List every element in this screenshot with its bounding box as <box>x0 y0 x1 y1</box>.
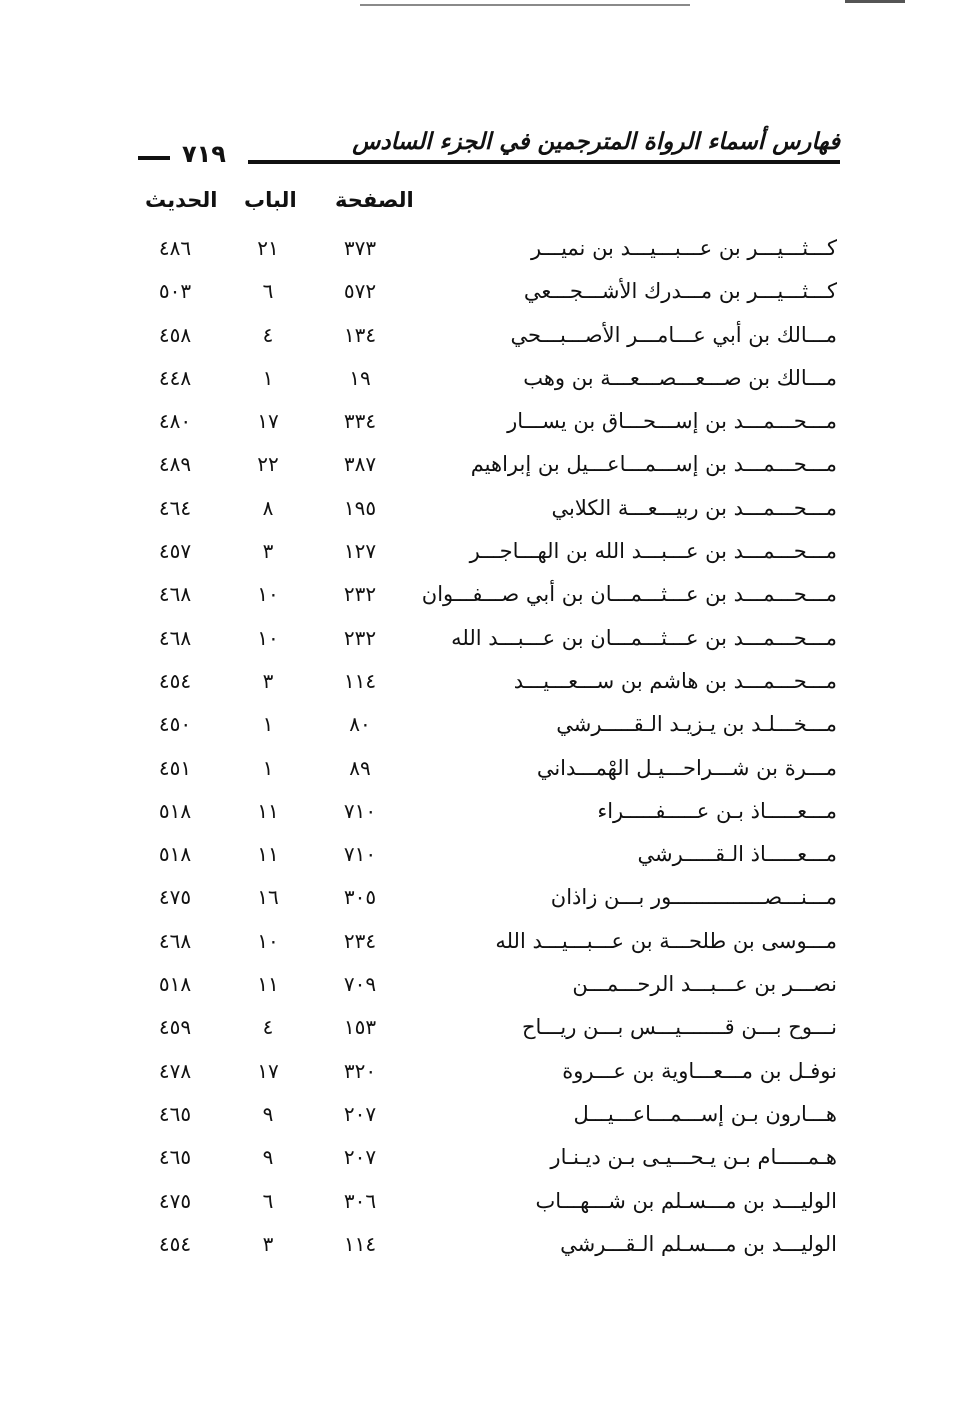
bab-cell: ١١ <box>257 972 279 997</box>
hadith-cell: ٥١٨ <box>158 842 192 867</box>
table-row <box>0 319 967 362</box>
page-cell: ٣٠٦ <box>343 1188 377 1213</box>
hadith-cell: ٤٧٨ <box>158 1058 192 1083</box>
narrator-name: مـــحـــمـــد بن عـــبـــد الله بن الهـــاجـــر <box>469 539 837 564</box>
bab-cell: ٦ <box>262 1188 274 1213</box>
page-cell: ٢٣٢ <box>343 582 377 607</box>
bab-cell: ١٧ <box>257 1058 279 1083</box>
bab-cell: ٣ <box>262 1231 274 1256</box>
table-row <box>0 708 967 751</box>
bab-cell: ٤ <box>262 322 274 347</box>
narrator-name: مـــعـــــاذ بـن عـــــفـــــراء <box>597 798 837 823</box>
narrator-name: نوفـل بن مـــعـــاوية بن عـــروة <box>562 1058 837 1083</box>
page-cell: ٣٠٥ <box>343 885 377 910</box>
page-cell: ١٣٤ <box>343 322 377 347</box>
hadith-cell: ٤٦٥ <box>158 1145 192 1170</box>
hadith-cell: ٤٦٨ <box>158 582 192 607</box>
top-scan-rule <box>360 4 690 6</box>
bab-cell: ٣ <box>262 668 274 693</box>
table-row <box>0 1185 967 1228</box>
bab-cell: ٩ <box>262 1145 274 1170</box>
bab-cell: ١٠ <box>257 582 279 607</box>
table-row <box>0 1055 967 1098</box>
bab-cell: ٤ <box>262 1015 274 1040</box>
narrator-name: مـــحـــمـــد بن إســـحـــاق بن يســـار <box>507 409 837 434</box>
page-cell: ٢٣٢ <box>343 625 377 650</box>
hadith-cell: ٤٦٨ <box>158 928 192 953</box>
column-header-hadith: الحديث <box>145 188 218 212</box>
hadith-cell: ٤٥٨ <box>158 322 192 347</box>
column-header-page: الصفحة <box>335 188 414 212</box>
page-title: فهارس أسماء الرواة المترجمين في الجزء السادس <box>352 128 840 155</box>
page-cell: ٨٩ <box>349 755 371 780</box>
table-row <box>0 405 967 448</box>
bab-cell: ١٠ <box>257 625 279 650</box>
narrator-name: مـــوسى بن طلحـــة بن عـــبـــيـــد الله <box>495 928 837 953</box>
bab-cell: ٩ <box>262 1101 274 1126</box>
table-row <box>0 968 967 1011</box>
page-cell: ١١٤ <box>343 1231 377 1256</box>
bab-cell: ٣ <box>262 539 274 564</box>
narrator-name: مـــعـــــاذ الـقـــــرشي <box>637 842 837 867</box>
header-rule <box>248 160 840 164</box>
page-cell: ١١٤ <box>343 668 377 693</box>
bab-cell: ١٦ <box>257 885 279 910</box>
page-cell: ١٥٣ <box>343 1015 377 1040</box>
narrators-index-table <box>0 232 967 1271</box>
narrator-name: نـــوح بـــن قـــــــيـــس بـــن ريـــاح <box>521 1015 837 1040</box>
narrator-name: هـمـــــام بـن يـحـــيـى بـن ديـنـار <box>550 1145 837 1170</box>
hadith-cell: ٤٥١ <box>158 755 192 780</box>
table-row <box>0 362 967 405</box>
hadith-cell: ٥١٨ <box>158 798 192 823</box>
narrator-name: مـــالك بن صـــعـــصـــعـــة بن وهب <box>523 365 837 390</box>
page-header <box>130 120 840 168</box>
page-cell: ٣٨٧ <box>343 452 377 477</box>
bab-cell: ٨ <box>262 495 274 520</box>
page-number: ٧١٩ <box>182 140 226 168</box>
table-row <box>0 1098 967 1141</box>
narrator-name: مـــحـــمـــد بن هاشم بن ســـعـــيـــد <box>513 668 837 693</box>
page-cell: ٢٠٧ <box>343 1101 377 1126</box>
hadith-cell: ٤٥٩ <box>158 1015 192 1040</box>
page-cell: ٢٣٤ <box>343 928 377 953</box>
page-cell: ٣٧٣ <box>343 236 377 260</box>
hadith-cell: ٤٧٥ <box>158 1188 192 1213</box>
narrator-name: هـــارون بـن إســـمـــاعـــيـــل <box>573 1101 837 1126</box>
narrator-name: كـــثـــيـــر بن عـــبـــيـــد بن نميـــر <box>531 236 837 260</box>
narrator-name: مـــرة بن شـــراحـــيـل الهْمـــداني <box>536 755 837 780</box>
table-row <box>0 492 967 535</box>
hadith-cell: ٤٧٥ <box>158 885 192 910</box>
hadith-cell: ٤٦٨ <box>158 625 192 650</box>
bab-cell: ١ <box>262 712 274 737</box>
page-cell: ١٩ <box>349 365 371 390</box>
page-cell: ٣٣٤ <box>343 409 377 434</box>
table-row <box>0 232 967 275</box>
page-cell: ٧٠٩ <box>343 972 377 997</box>
table-row <box>0 881 967 924</box>
top-scan-rule-right <box>845 0 905 3</box>
page-number-dash <box>138 156 170 160</box>
bab-cell: ١١ <box>257 842 279 867</box>
bab-cell: ٢١ <box>257 236 279 260</box>
page-cell: ١٩٥ <box>343 495 377 520</box>
hadith-cell: ٤٦٤ <box>158 495 192 520</box>
table-row <box>0 622 967 665</box>
narrator-name: مـــحـــمـــد بن عـــثـــمـــان بن عـــبـــد الله <box>451 625 837 650</box>
hadith-cell: ٤٥٤ <box>158 668 192 693</box>
table-row <box>0 578 967 621</box>
narrator-name: مـــالك بن أبي عـــامـــر الأصـــبـــحي <box>510 322 837 347</box>
hadith-cell: ٤٥٠ <box>158 712 192 737</box>
narrator-name: مـــحـــمـــد بن ربيـــعـــة الكلابي <box>551 495 837 520</box>
narrator-name: مـــحـــمـــد بن عـــثـــمـــان بن أبي صـــفـــوان <box>421 582 837 607</box>
page-cell: ٧١٠ <box>343 842 377 867</box>
table-row <box>0 752 967 795</box>
page-cell: ٢٠٧ <box>343 1145 377 1170</box>
page-cell: ٨٠ <box>349 712 371 737</box>
bab-cell: ١ <box>262 755 274 780</box>
narrator-name: نصـــر بن عـــبـــد الرحـــمـــن <box>572 972 837 997</box>
hadith-cell: ٤٨٦ <box>158 236 192 260</box>
table-row <box>0 665 967 708</box>
narrator-name: مـــخـــلـد بن يـزيـد الـقـــــرشي <box>556 712 837 737</box>
hadith-cell: ٤٥٧ <box>158 539 192 564</box>
narrator-name: مـــحـــمـــد بن إســـمـــاعـــيل بن إبراهيم <box>470 452 837 477</box>
bab-cell: ٦ <box>262 279 274 304</box>
table-row <box>0 1228 967 1271</box>
hadith-cell: ٤٤٨ <box>158 365 192 390</box>
table-row <box>0 1141 967 1184</box>
narrator-name: مـــنـــصـــــــــــــــور بـــن زاذان <box>550 885 837 910</box>
hadith-cell: ٥١٨ <box>158 972 192 997</box>
bab-cell: ١٧ <box>257 409 279 434</box>
page-cell: ١٢٧ <box>343 539 377 564</box>
page-cell: ٣٢٠ <box>343 1058 377 1083</box>
hadith-cell: ٤٨٩ <box>158 452 192 477</box>
table-row <box>0 448 967 491</box>
table-row <box>0 925 967 968</box>
table-row <box>0 795 967 838</box>
page-cell: ٥٧٢ <box>343 279 377 304</box>
table-row <box>0 275 967 318</box>
table-row <box>0 838 967 881</box>
bab-cell: ٢٢ <box>257 452 279 477</box>
column-header-bab: الباب <box>244 188 297 212</box>
table-row <box>0 535 967 578</box>
hadith-cell: ٤٨٠ <box>158 409 192 434</box>
page-cell: ٧١٠ <box>343 798 377 823</box>
bab-cell: ١ <box>262 365 274 390</box>
bab-cell: ١٠ <box>257 928 279 953</box>
narrator-name: الوليـــد بن مـــسـلم الـقـــرشي <box>560 1231 837 1256</box>
narrator-name: الوليـــد بن مـــسـلم بن شـــهـــاب <box>535 1188 837 1213</box>
hadith-cell: ٤٦٥ <box>158 1101 192 1126</box>
hadith-cell: ٥٠٣ <box>158 279 192 304</box>
bab-cell: ١١ <box>257 798 279 823</box>
table-row <box>0 1011 967 1054</box>
narrator-name: كـــثـــيـــر بن مـــدرك الأشـــجـــعي <box>523 279 837 304</box>
hadith-cell: ٤٥٤ <box>158 1231 192 1256</box>
